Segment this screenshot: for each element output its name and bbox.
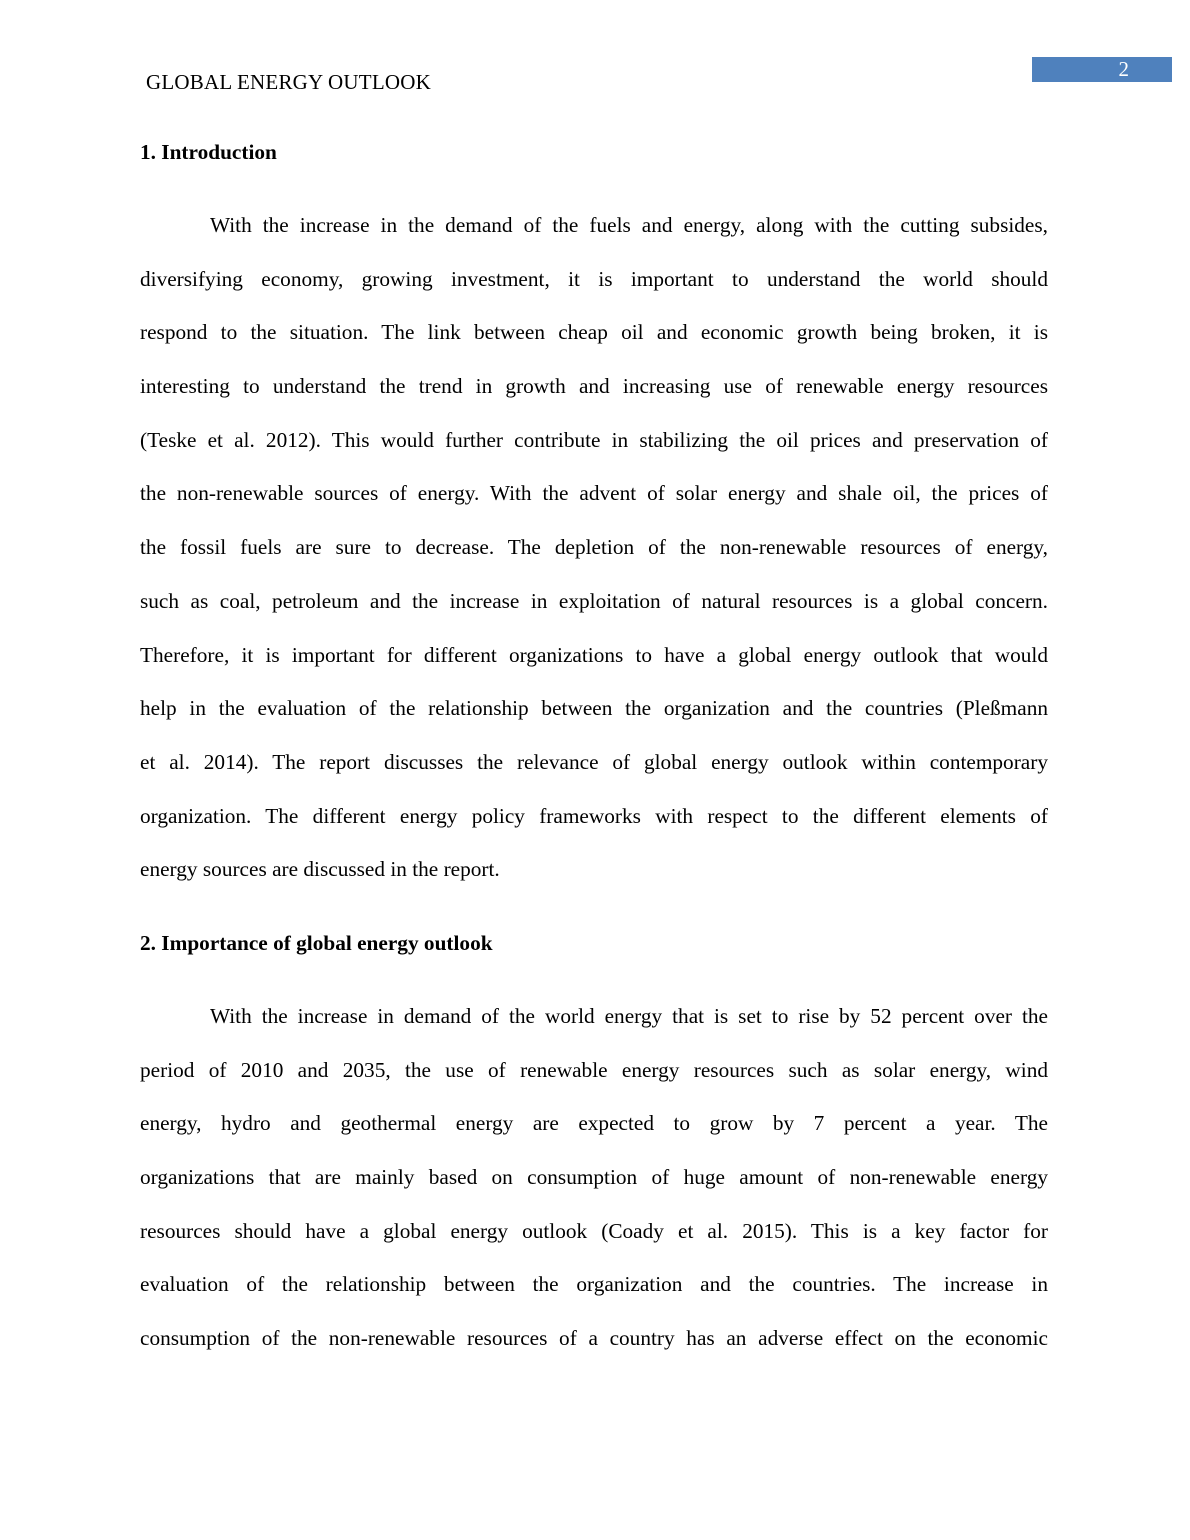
- text-line: interesting to understand the trend in growth and increasing use of renewable energy resources: [140, 374, 1048, 399]
- page-number-badge: 2: [1032, 57, 1172, 82]
- text-line: Therefore, it is important for different organizations to have a global energy outlook that would: [140, 642, 1048, 667]
- text-line: et al. 2014). The report discusses the relevance of global energy outlook within contemporary: [140, 749, 1048, 774]
- running-head: GLOBAL ENERGY OUTLOOK: [146, 70, 431, 94]
- text-line: the non-renewable sources of energy. With the advent of solar energy and shale oil, the prices of: [140, 481, 1048, 506]
- text-line: consumption of the non-renewable resources of a country has an adverse effect on the economic: [140, 1326, 1048, 1351]
- text-line: (Teske et al. 2012). This would further contribute in stabilizing the oil prices and preservation of: [140, 427, 1048, 452]
- text-line: With the increase in demand of the world energy that is set to rise by 52 percent over the: [210, 1004, 1048, 1028]
- text-line: diversifying economy, growing investment, it is important to understand the world should: [140, 266, 1048, 291]
- text-line: energy sources are discussed in the report.: [140, 857, 500, 882]
- text-line: such as coal, petroleum and the increase in exploitation of natural resources is a global concern.: [140, 588, 1048, 613]
- paragraph-importance: [140, 990, 1048, 1366]
- text-line: help in the evaluation of the relationship between the organization and the countries (Pleßmann: [140, 696, 1048, 721]
- text-line: period of 2010 and 2035, the use of renewable energy resources such as solar energy, wind: [140, 1057, 1048, 1082]
- text-line: respond to the situation. The link between cheap oil and economic growth being broken, it is: [140, 320, 1048, 345]
- text-line: energy, hydro and geothermal energy are expected to grow by 7 percent a year. The: [140, 1111, 1048, 1136]
- paragraph-introduction: [140, 199, 1048, 897]
- text-line: With the increase in the demand of the fuels and energy, along with the cutting subsides,: [210, 213, 1048, 237]
- section-heading-introduction: 1. Introduction: [140, 140, 277, 164]
- text-line: organizations that are mainly based on consumption of huge amount of non-renewable energy: [140, 1165, 1048, 1190]
- text-line: organization. The different energy policy frameworks with respect to the different elements of: [140, 803, 1048, 828]
- text-line: the fossil fuels are sure to decrease. The depletion of the non-renewable resources of energy,: [140, 535, 1048, 560]
- text-line: resources should have a global energy outlook (Coady et al. 2015). This is a key factor for: [140, 1218, 1048, 1243]
- section-heading-importance: 2. Importance of global energy outlook: [140, 931, 493, 955]
- text-line: evaluation of the relationship between the organization and the countries. The increase in: [140, 1272, 1048, 1297]
